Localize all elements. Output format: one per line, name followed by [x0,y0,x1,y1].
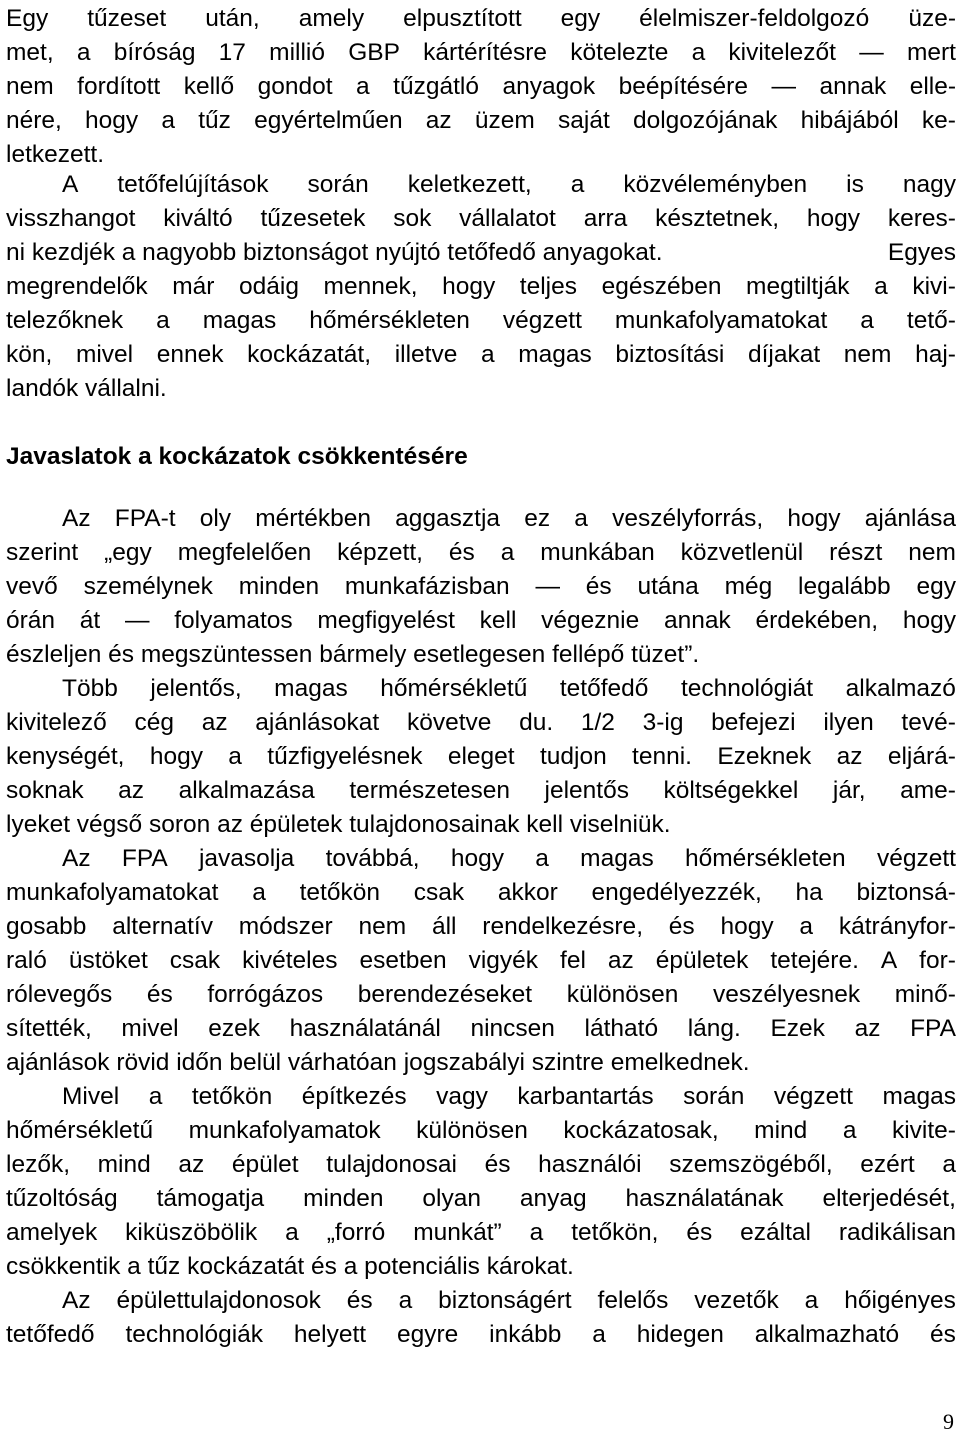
paragraph-roof-fires [6,168,956,406]
text-line: sítették, mivel ezek használatánál nincsen látható láng. Ezek az FPA [6,1015,956,1042]
text-line: landók vállalni. [6,375,167,402]
text-line: megrendelők már odáig mennek, hogy teljes egészében megtiltják a kivi- [6,273,956,300]
text-line: tűzoltóság támogatja minden olyan anyag használatának elterjedését, [6,1185,956,1212]
paragraph-intro [6,2,956,172]
text-line: Az épülettulajdonosok és a biztonságért felelős vezetők a hőigényes [62,1287,956,1314]
text-line: szerint „egy megfelelően képzett, és a munkában közvetlenül részt nem [6,539,956,566]
text-line: rólevegős és forrógázos berendezéseket különösen veszélyesnek minő- [6,981,956,1008]
text-line: hőmérsékletű munkafolyamatok különösen kockázatosak, mind a kivite- [6,1117,956,1144]
text-line: A tetőfelújítások során keletkezett, a közvéleményben is nagy [62,171,956,198]
text-line: met, a bíróság 17 millió GBP kártérítésre kötelezte a kivitelezőt — mert [6,39,956,66]
text-line: ajánlások rövid időn belül várhatóan jogszabályi szintre emelkednek. [6,1049,750,1076]
text-line: soknak az alkalmazása természetesen jelentős költségekkel jár, ame- [6,777,956,804]
text-line: raló üstöket csak kivételes esetben vigyék fel az épületek tetejére. A for- [6,947,956,974]
section-heading: Javaslatok a kockázatok csökkentésére [6,443,468,470]
text-line: Több jelentős, magas hőmérsékletű tetőfedő technológiát alkalmazó [62,675,956,702]
text-line: Az FPA-t oly mértékben aggasztja ez a veszélyforrás, hogy ajánlása [62,505,956,532]
text-line: csökkentik a tűz kockázatát és a potenciális károkat. [6,1253,574,1280]
paragraph-fpa-recommendation [6,502,956,1352]
text-line: lyeket végső soron az épületek tulajdonosainak kell viselniük. [6,811,671,838]
text-line: telezőknek a magas hőmérsékleten végzett munkafolyamatokat a tető- [6,307,956,334]
text-line: amelyek kiküszöbölik a „forró munkát” a tetőkön, és ezáltal radikálisan [6,1219,956,1246]
text-line: lezők, mind az épület tulajdonosai és használói szemszögéből, ezért a [6,1151,956,1178]
page-number: 9 [943,1409,954,1434]
text-line: nem fordított kellő gondot a tűzgátló anyagok beépítésére — annak elle- [6,73,956,100]
text-line: észleljen és megszüntessen bármely esetlegesen fellépő tüzet”. [6,641,700,668]
text-line: letkezett. [6,141,105,168]
text-line: munkafolyamatokat a tetőkön csak akkor engedélyezzék, ha biztonsá- [6,879,956,906]
text-line: tetőfedő technológiák helyett egyre inkább a hidegen alkalmazható és [6,1321,956,1348]
text-line: gosabb alternatív módszer nem áll rendelkezésre, és hogy a kátrányfor- [6,913,956,940]
text-line: kenységét, hogy a tűzfigyelésnek eleget tudjon tenni. Ezeknek az eljárá- [6,743,956,770]
text-line: kivitelező cég az ajánlásokat követve du. 1/2 3-ig befejezi ilyen tevé- [6,709,956,736]
text-line: kön, mivel ennek kockázatát, illetve a magas biztosítási díjakat nem haj- [6,341,956,368]
text-line: nére, hogy a tűz egyértelműen az üzem saját dolgozójának hibájából ke- [6,107,956,134]
text-line: Mivel a tetőkön építkezés vagy karbantartás során végzett magas [62,1083,956,1110]
text-line: visszhangot kiváltó tűzesetek sok vállalatot arra késztetnek, hogy keres- [6,205,956,232]
text-line: Az FPA javasolja továbbá, hogy a magas hőmérsékleten végzett [62,845,956,872]
text-line: órán át — folyamatos megfigyelést kell végeznie annak érdekében, hogy [6,607,956,634]
text-line: Egy tűzeset után, amely elpusztított egy élelmiszer-feldolgozó üze- [6,5,956,32]
text-line: ni kezdjék a nagyobb biztonságot nyújtó tetőfedő anyagokat. Egyes [6,239,956,266]
text-line: vevő személynek minden munkafázisban — és utána még legalább egy [6,573,956,600]
